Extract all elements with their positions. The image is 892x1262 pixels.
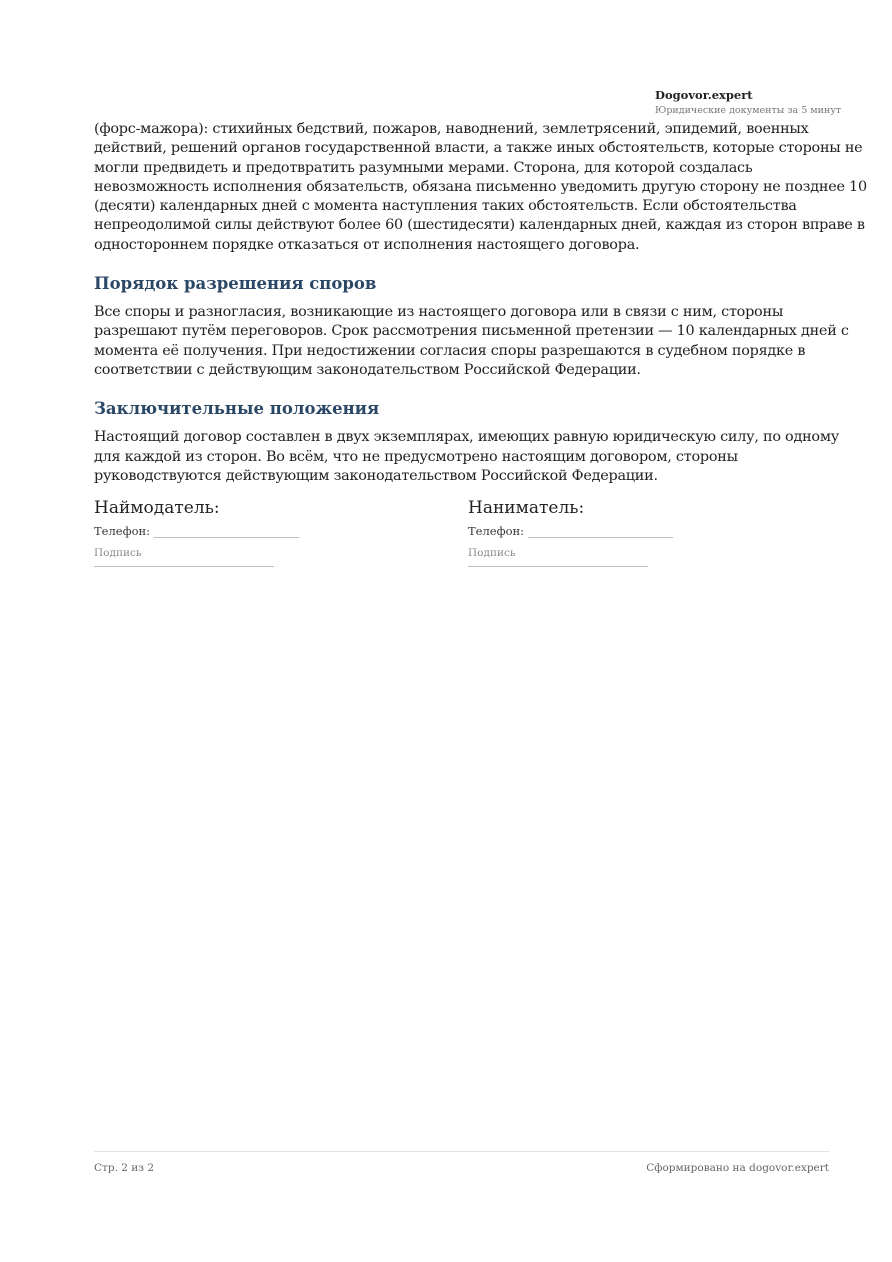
disputes-paragraph: Все споры и разногласия, возникающие из настоящего договора или в связи с ним, стороны разрешают путём переговоров. Срок рассмотрения письменной претензии — 10 календарных дней с момента её получения. При недостижении согласия споры разрешаются в судебном порядке в соответствии с действующим законодательством Российской Федерации. xyxy=(94,304,849,378)
disputes-heading: Порядок разрешения споров xyxy=(94,274,377,294)
landlord-sign-label: Подпись xyxy=(94,547,142,559)
tenant-title: Наниматель: xyxy=(468,498,585,518)
tenant-signature xyxy=(468,497,842,567)
tenant-phone-line xyxy=(528,525,673,538)
brand-block xyxy=(655,88,855,118)
landlord-signature xyxy=(94,497,468,567)
final-provisions-heading: Заключительные положения xyxy=(94,399,380,419)
signatures-block xyxy=(94,497,854,567)
tenant-phone-label: Телефон: xyxy=(468,524,525,538)
landlord-phone-line xyxy=(154,525,299,538)
brand-name: Dogovor.expert xyxy=(655,88,753,102)
brand-tagline: Юридические документы за 5 минут xyxy=(655,105,842,116)
force-majeure-paragraph: (форс-мажора): стихийных бедствий, пожаров, наводнений, землетрясений, эпидемий, военных действий, решений органов государственной власти, а также иных обстоятельств, которые стороны не могли предвидеть и предотвратить разумными мерами. Сторона, для которой создалась невозможность исполнения обязательств, обязана письменно уведомить другую сторону не позднее 10 (десяти) календарных дней с момента наступления таких обстоятельств. Если обстоятельства непреодолимой силы действуют более 60 (шестидесяти) календарных дней, каждая из сторон вправе в одностороннем порядке отказаться от исполнения настоящего договора. xyxy=(94,121,867,253)
footer-divider xyxy=(94,1151,829,1152)
final-provisions-paragraph: Настоящий договор составлен в двух экземплярах, имеющих равную юридическую силу, по одному для каждой из сторон. Во всём, что не предусмотрено настоящим договором, стороны руководствуются действующим законодательством Российской Федерации. xyxy=(94,429,839,484)
tenant-phone-row xyxy=(468,524,842,538)
landlord-sign-line xyxy=(94,566,274,567)
landlord-phone-label: Телефон: xyxy=(94,524,151,538)
page-number: Стр. 2 из 2 xyxy=(94,1162,155,1174)
tenant-sign-line xyxy=(468,566,648,567)
landlord-title: Наймодатель: xyxy=(94,498,220,518)
document-body xyxy=(94,120,869,486)
tenant-sign-label: Подпись xyxy=(468,547,516,559)
landlord-phone-row xyxy=(94,524,468,538)
generated-note: Сформировано на dogovor.expert xyxy=(646,1162,829,1174)
